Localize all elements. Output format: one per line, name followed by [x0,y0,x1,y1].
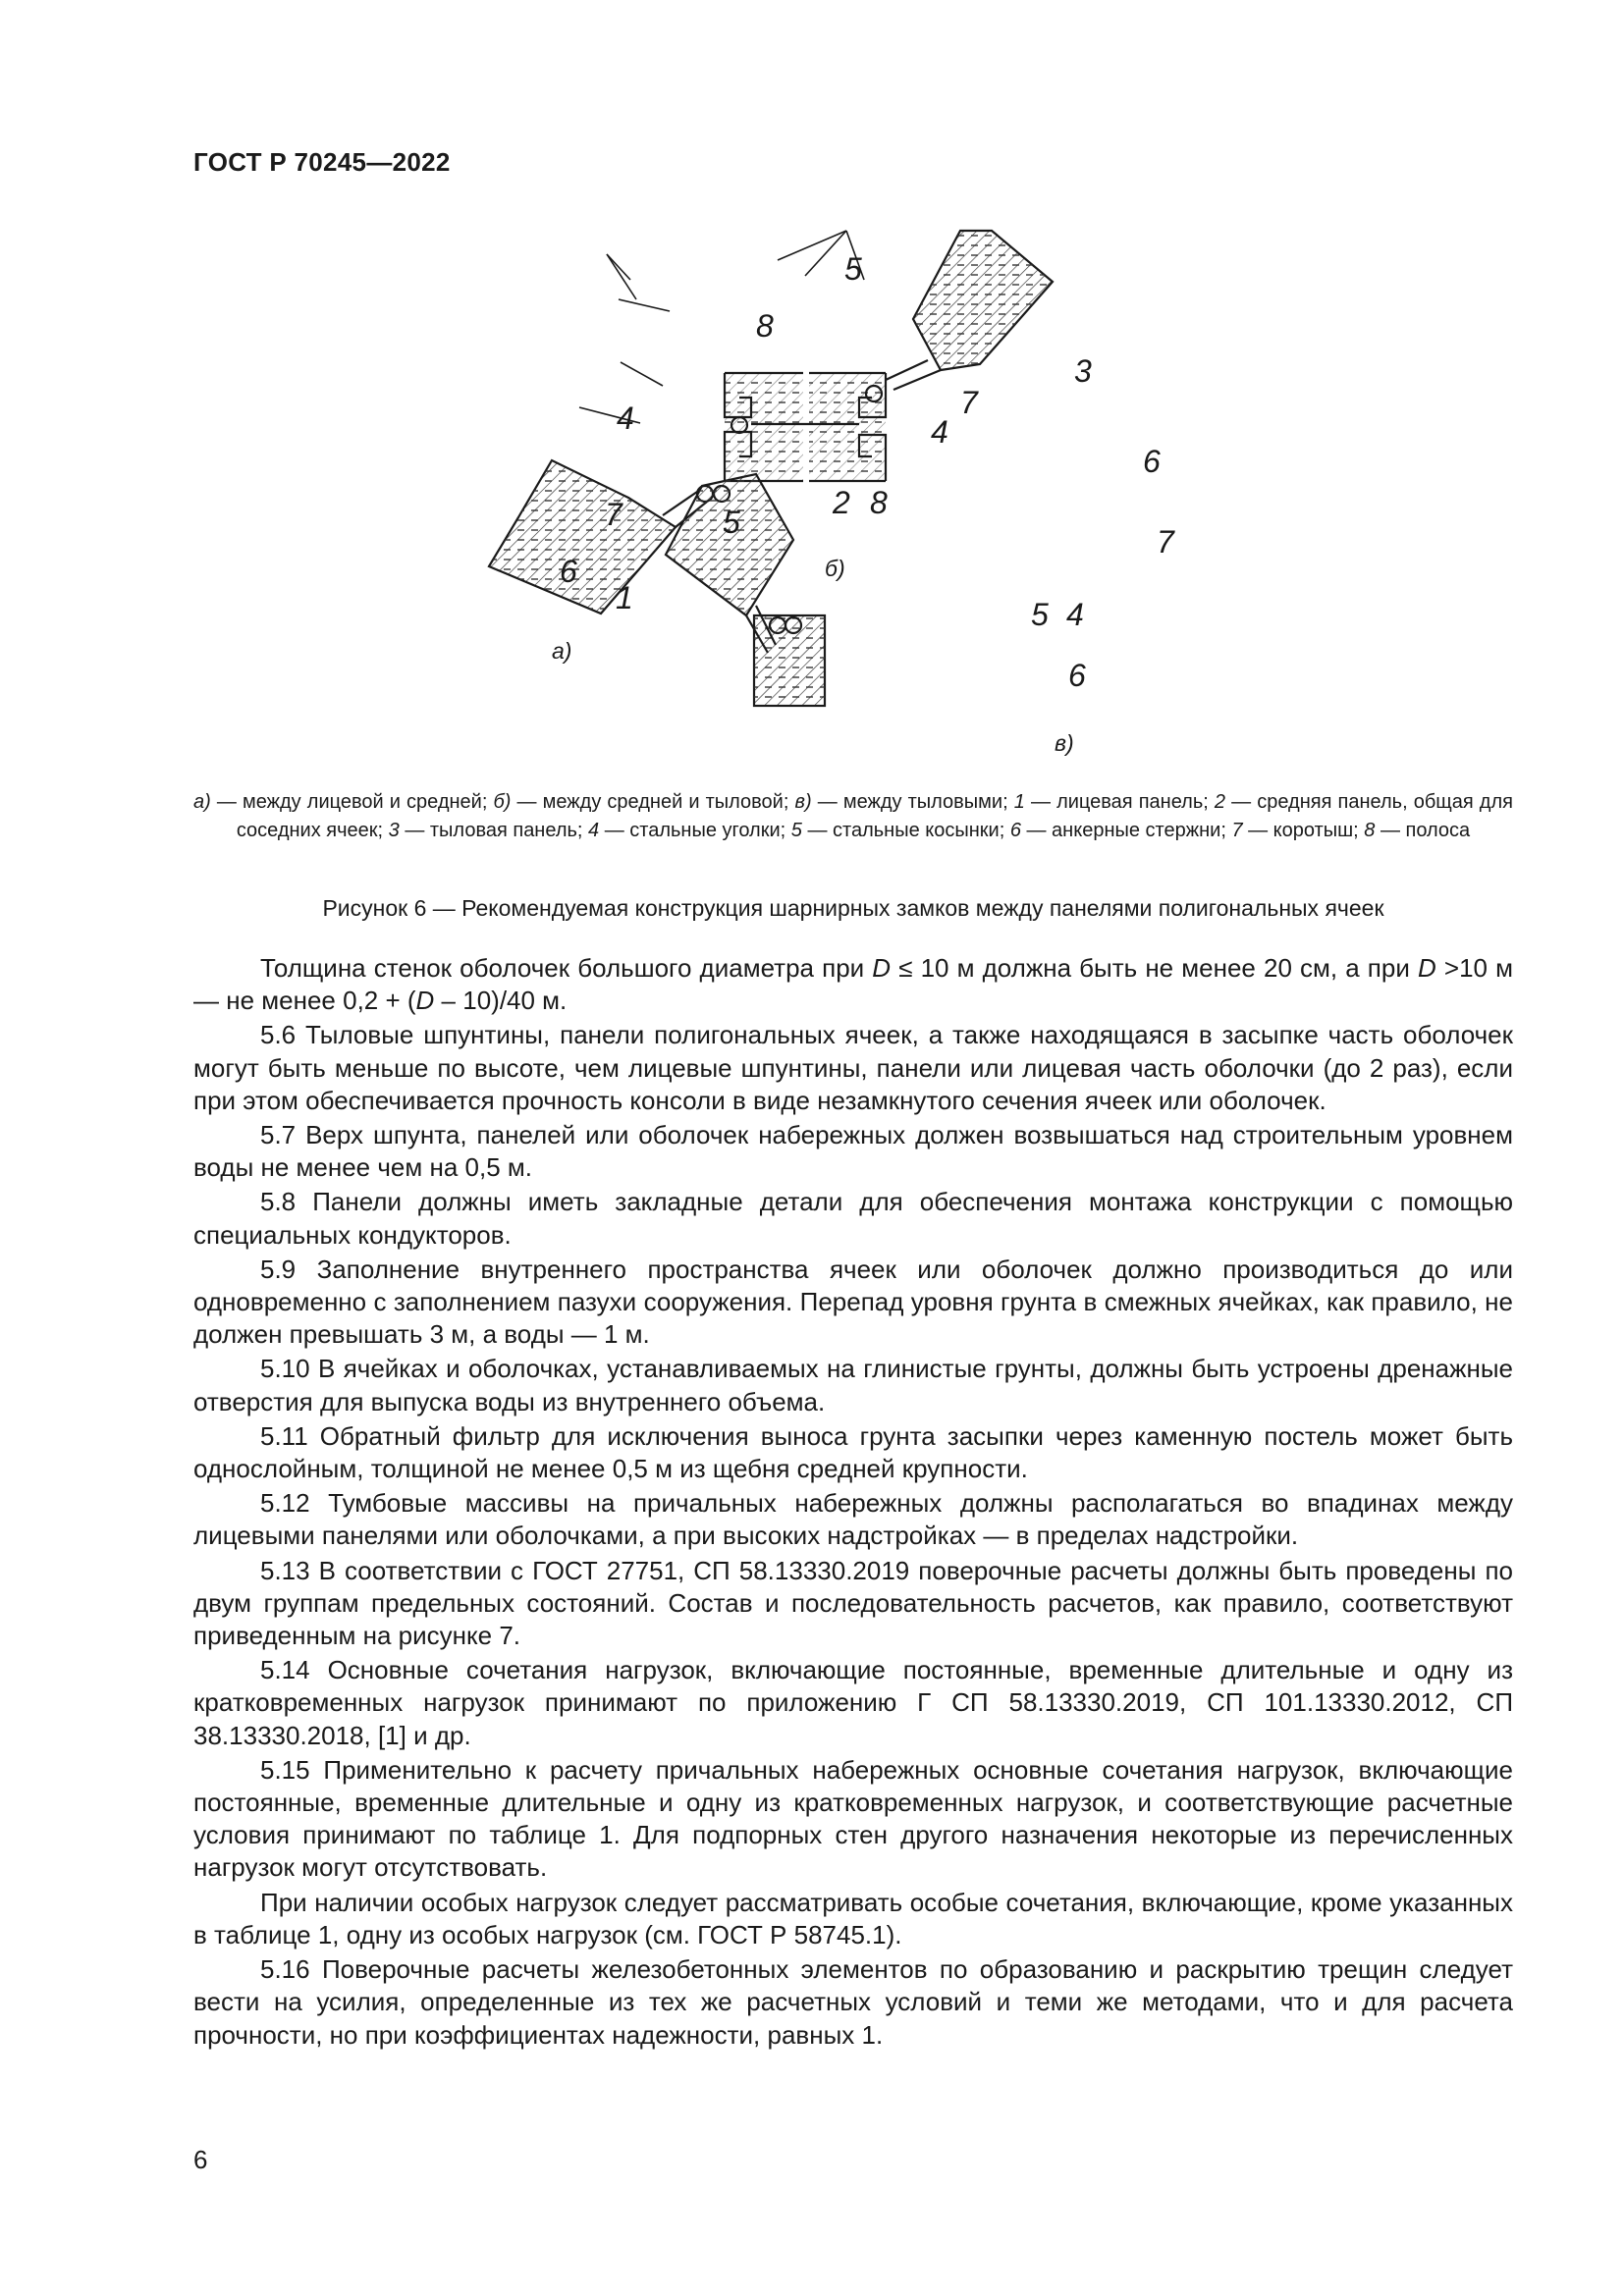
page-number: 6 [193,2145,208,2174]
legend-text-1: — лицевая панель; [1024,791,1215,813]
callout-7v: 7 [1157,524,1174,560]
callout-8b-top: 8 [756,308,774,344]
callout-5a: 5 [723,505,740,540]
clause-5-6: 5.6 Тыловые шпунтины, панели полигональных ячеек, а также находящаяся в засыпке часть оболочек могут быть меньше по высоте, чем лицевые шпунтины, панели или лицевая часть оболочки (до 2 раз), если при этом обеспечивается прочность консоли в виде незамкнутого сечения ячеек или оболочек. [193,1020,1513,1115]
callout-6v-top: 6 [1143,444,1161,479]
variable-d-1: D [872,953,892,983]
special-combinations-paragraph: При наличии особых нагрузок следует рассматривать особые сочетания, включающие, кроме указанных в таблице 1, одну из особых нагрузок (см. ГОСТ Р 58745.1). [193,1887,1513,1949]
variable-d-3: D [415,986,435,1016]
body-text [193,952,1513,2052]
legend-text-4: — стальные уголки; [599,820,791,841]
hinge-lock-figure [461,221,1267,771]
clause-5-14: 5.14 Основные сочетания нагрузок, включающие постоянные, временные длительные и одну из кратковременных нагрузок принимают по приложению Г СП 58.13330.2019, СП 101.13330.2012, СП 38.13330.2018, [1] и др. [193,1655,1513,1750]
clause-5-12: 5.12 Тумбовые массивы на причальных набережных должны располагаться во впадинах между лицевыми панелями или оболочками, а при высоких надстройках — в пределах надстройки. [193,1488,1513,1551]
legend-text-b: — между средней и тыловой; [511,791,795,813]
legend-text-v: — между тыловыми; [811,791,1014,813]
legend-text-2: — средняя панель, общая для соседних ячеек; [236,791,1513,841]
callout-7a: 7 [605,497,623,532]
callout-4a: 4 [617,400,634,436]
callout-4b: 4 [931,414,948,450]
callout-7b: 7 [960,385,978,420]
legend-key-5: 5 [790,820,802,841]
callout-3: 3 [1074,353,1092,389]
legend-key-v: в) [794,791,812,813]
legend-text-7: — коротыш; [1242,820,1365,841]
legend-key-3: 3 [388,820,400,841]
clause-5-9: 5.9 Заполнение внутреннего пространства ячеек или оболочек должно производиться до или одновременно с заполнением пазухи сооружения. Перепад уровня грунта в смежных ячейках, как правило, не должен превышать 3 м, а воды — 1 м. [193,1254,1513,1350]
variable-d-2: D [1418,953,1436,983]
clause-5-10: 5.10 В ячейках и оболочках, устанавливаемых на глинистые грунты, должны быть устроены дренажные отверстия для выпуска воды из внутреннего объема. [193,1354,1513,1416]
view-b-rear-panel [886,231,1053,390]
legend-text-5: — стальные косынки; [801,820,1010,841]
document-standard-id: ГОСТ Р 70245—2022 [193,147,451,177]
clause-5-15: 5.15 Применительно к расчету причальных набережных основные сочетания нагрузок, включающие постоянные, временные длительные и одну из кратковременных нагрузок, и соответствующие расчетные условия принимают по таблице 1. Для подпорных стен другого назначения некоторые из перечисленных нагрузок могут отсутствовать. [193,1754,1513,1883]
callout-6a: 6 [560,554,577,589]
figure-title: Рисунок 6 — Рекомендуемая конструкция шарнирных замков между панелями полигональных ячеек [322,895,1384,921]
clause-5-16: 5.16 Поверочные расчеты железобетонных элементов по образованию и раскрытию трещин следует вести на усилия, определенные из тех же расчетных условий и теми же методами, что и для расчета прочности, но при коэффициентах надежности, равных 1. [193,1954,1513,2050]
para0-part-d: – 10)/40 м. [434,986,568,1016]
legend-key-4: 4 [588,820,600,841]
legend-text-8: — полоса [1375,820,1471,841]
view-v-rear-panels [666,474,825,706]
legend-text-a: — между лицевой и средней; [210,791,494,813]
legend-text-6: — анкерные стержни; [1020,820,1232,841]
legend-key-a: а) [193,791,211,813]
callout-5b: 5 [844,251,862,287]
callout-2: 2 [833,485,850,520]
clause-5-11: 5.11 Обратный фильтр для исключения выноса грунта засыпки через каменную постель может быть однослойным, толщиной не менее 0,5 м из щебня средней крупности. [193,1420,1513,1484]
sublabel-v: в) [1055,730,1074,756]
sublabel-a: а) [552,638,572,664]
legend-key-2: 2 [1214,791,1226,813]
para0-part-c: >10 м — не менее 0,2 + ( [193,953,1513,1016]
callout-6v-bottom: 6 [1068,658,1086,693]
legend-key-b: б) [493,791,512,813]
sublabel-b: б) [825,556,845,581]
paragraph-shell-thickness [193,952,1513,1017]
legend-key-6: 6 [1009,820,1021,841]
callout-4v: 4 [1066,597,1084,632]
para0-part-b: ≤ 10 м должна быть не менее 20 см, а при [891,953,1418,983]
legend-key-8: 8 [1364,820,1376,841]
clause-5-13: 5.13 В соответствии с ГОСТ 27751, СП 58.13330.2019 поверочные расчеты должны быть проведены по двум группам предельных состояний. Состав и последовательность расчетов, как правило, соответствуют приведенным на рисунке 7. [193,1555,1513,1651]
clause-5-7: 5.7 Верх шпунта, панелей или оболочек набережных должен возвышаться над строительным уровнем воды не менее чем на 0,5 м. [193,1120,1513,1183]
callout-8b-bottom: 8 [870,485,888,520]
clause-5-8: 5.8 Панели должны иметь закладные детали для обеспечения монтажа конструкции с помощью специальных кондукторов. [193,1187,1513,1250]
legend-text-3: — тыловая панель; [399,820,589,841]
para0-part-a: Толщина стенок оболочек большого диаметра при [260,953,873,983]
callout-5v: 5 [1031,597,1049,632]
legend-key-1: 1 [1013,791,1025,813]
legend-key-7: 7 [1231,820,1243,841]
view-b-panel-joint [725,373,886,481]
hinge-lock-drawing [461,221,1267,771]
callout-1: 1 [616,580,633,615]
figure-legend [193,788,1513,845]
